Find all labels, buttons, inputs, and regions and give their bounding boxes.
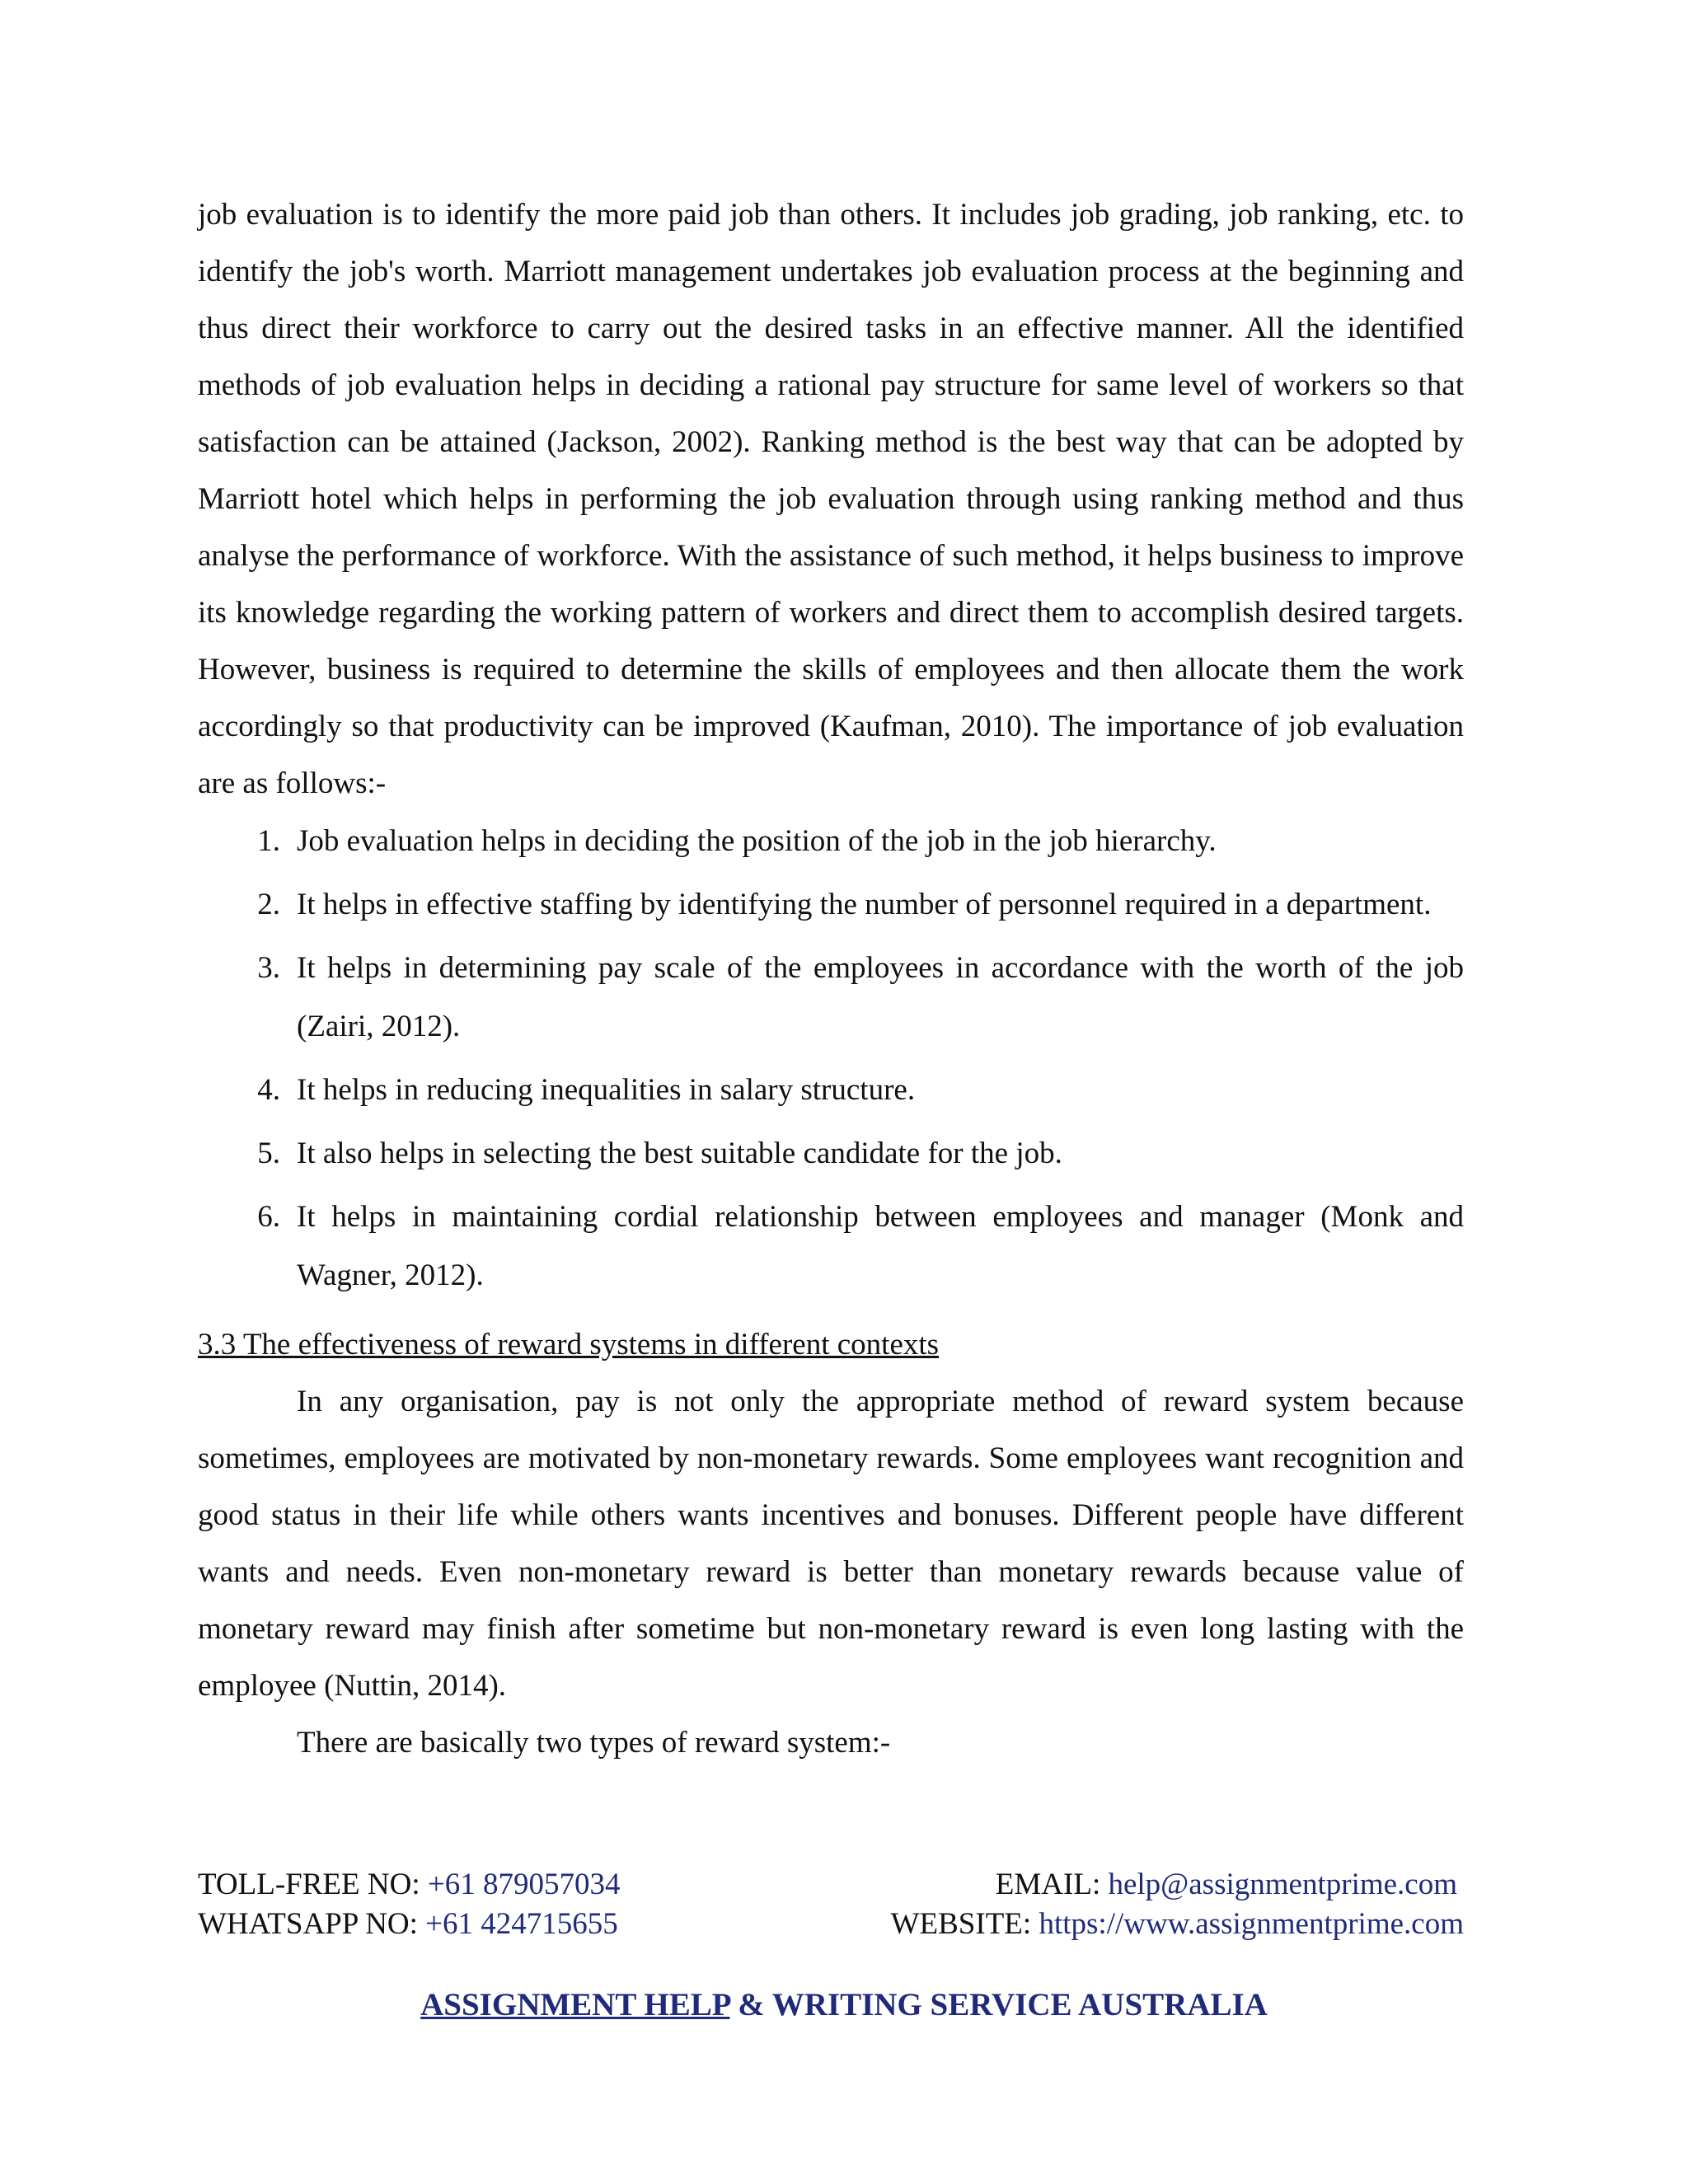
contact-footer (198, 1865, 1464, 1944)
list-text: It helps in effective staffing by identifying the number of personnel required in a department. (297, 888, 1432, 921)
list-text: It helps in reducing inequalities in salary structure. (297, 1073, 916, 1107)
tollfree-label: TOLL-FREE NO: (198, 1868, 428, 1901)
list-number: 3. (257, 951, 280, 985)
list-item (198, 812, 1464, 870)
whatsapp-label: WHATSAPP NO: (198, 1907, 426, 1941)
email-link[interactable]: help@assignmentprime.com (1108, 1868, 1457, 1901)
whatsapp-number[interactable]: +61 424715655 (425, 1907, 618, 1941)
footer-row-1 (198, 1865, 1464, 1905)
banner-text: & WRITING SERVICE AUSTRALIA (729, 1987, 1268, 2022)
email-line (996, 1865, 1464, 1905)
intro-paragraph: job evaluation is to identify the more paid job than others. It includes job grading, job ranking, etc. to identify the job's worth. Marriott management undertakes job evaluation process at the beginning and thus direct their workforce to carry out the desired tasks in an effective manner. All the identified methods of job evaluation helps in deciding a rational pay structure for same level of workers so that satisfaction can be attained (Jackson, 2002). Ranking method is the best way that can be adopted by Marriott hotel which helps in performing the job evaluation through using ranking method and thus analyse the performance of workforce. With the assistance of such method, it helps business to improve its knowledge regarding the working pattern of workers and direct them to accomplish desired targets. However, business is required to determine the skills of employees and then allocate them the work accordingly so that productivity can be improved (Kaufman, 2010). The importance of job evaluation are as follows:- (198, 198, 1464, 800)
importance-list (198, 812, 1464, 1305)
list-item (198, 1061, 1464, 1119)
website-line (891, 1905, 1464, 1944)
list-item (198, 1188, 1464, 1305)
website-label: WEBSITE: (890, 1907, 1039, 1941)
closing-line: There are basically two types of reward system:- (297, 1726, 891, 1760)
section-heading: 3.3 The effectiveness of reward systems in different contexts (198, 1328, 940, 1361)
section-paragraph: In any organisation, pay is not only the appropriate method of reward system because sometimes, employees are motivated by non-monetary rewards. Some employees want recognition and good status in their life while others wants incentives and bonuses. Different people have different wants and needs. Even non-monetary reward is better than monetary rewards because value of monetary reward may finish after sometime but non-monetary reward is even long lasting with the employee (Nuttin, 2014). (198, 1385, 1464, 1703)
whatsapp-line (198, 1905, 824, 1944)
list-number: 5. (257, 1137, 280, 1170)
list-item (198, 939, 1464, 1056)
website-link[interactable]: https://www.assignmentprime.com (1039, 1907, 1464, 1941)
list-number: 2. (257, 888, 280, 921)
list-item (198, 875, 1464, 934)
list-text: It also helps in selecting the best suitable candidate for the job. (297, 1137, 1062, 1170)
list-text: It helps in maintaining cordial relationship between employees and manager (Monk and Wagner, 2012). (297, 1200, 1464, 1292)
list-number: 6. (257, 1200, 280, 1234)
tollfree-number[interactable]: +61 879057034 (427, 1868, 621, 1901)
list-item (198, 1124, 1464, 1183)
tollfree-line (198, 1865, 824, 1905)
footer-row-2 (198, 1905, 1464, 1944)
email-label: EMAIL: (995, 1868, 1109, 1901)
list-text: Job evaluation helps in deciding the position of the job in the job hierarchy. (297, 824, 1217, 858)
assignment-help-link[interactable]: ASSIGNMENT HELP (420, 1987, 730, 2022)
service-banner (0, 1986, 1688, 2023)
list-number: 4. (257, 1073, 280, 1107)
document-body (198, 186, 1464, 1771)
list-number: 1. (257, 824, 280, 858)
list-text: It helps in determining pay scale of the employees in accordance with the worth of the job (Zairi, 2012). (297, 951, 1464, 1043)
